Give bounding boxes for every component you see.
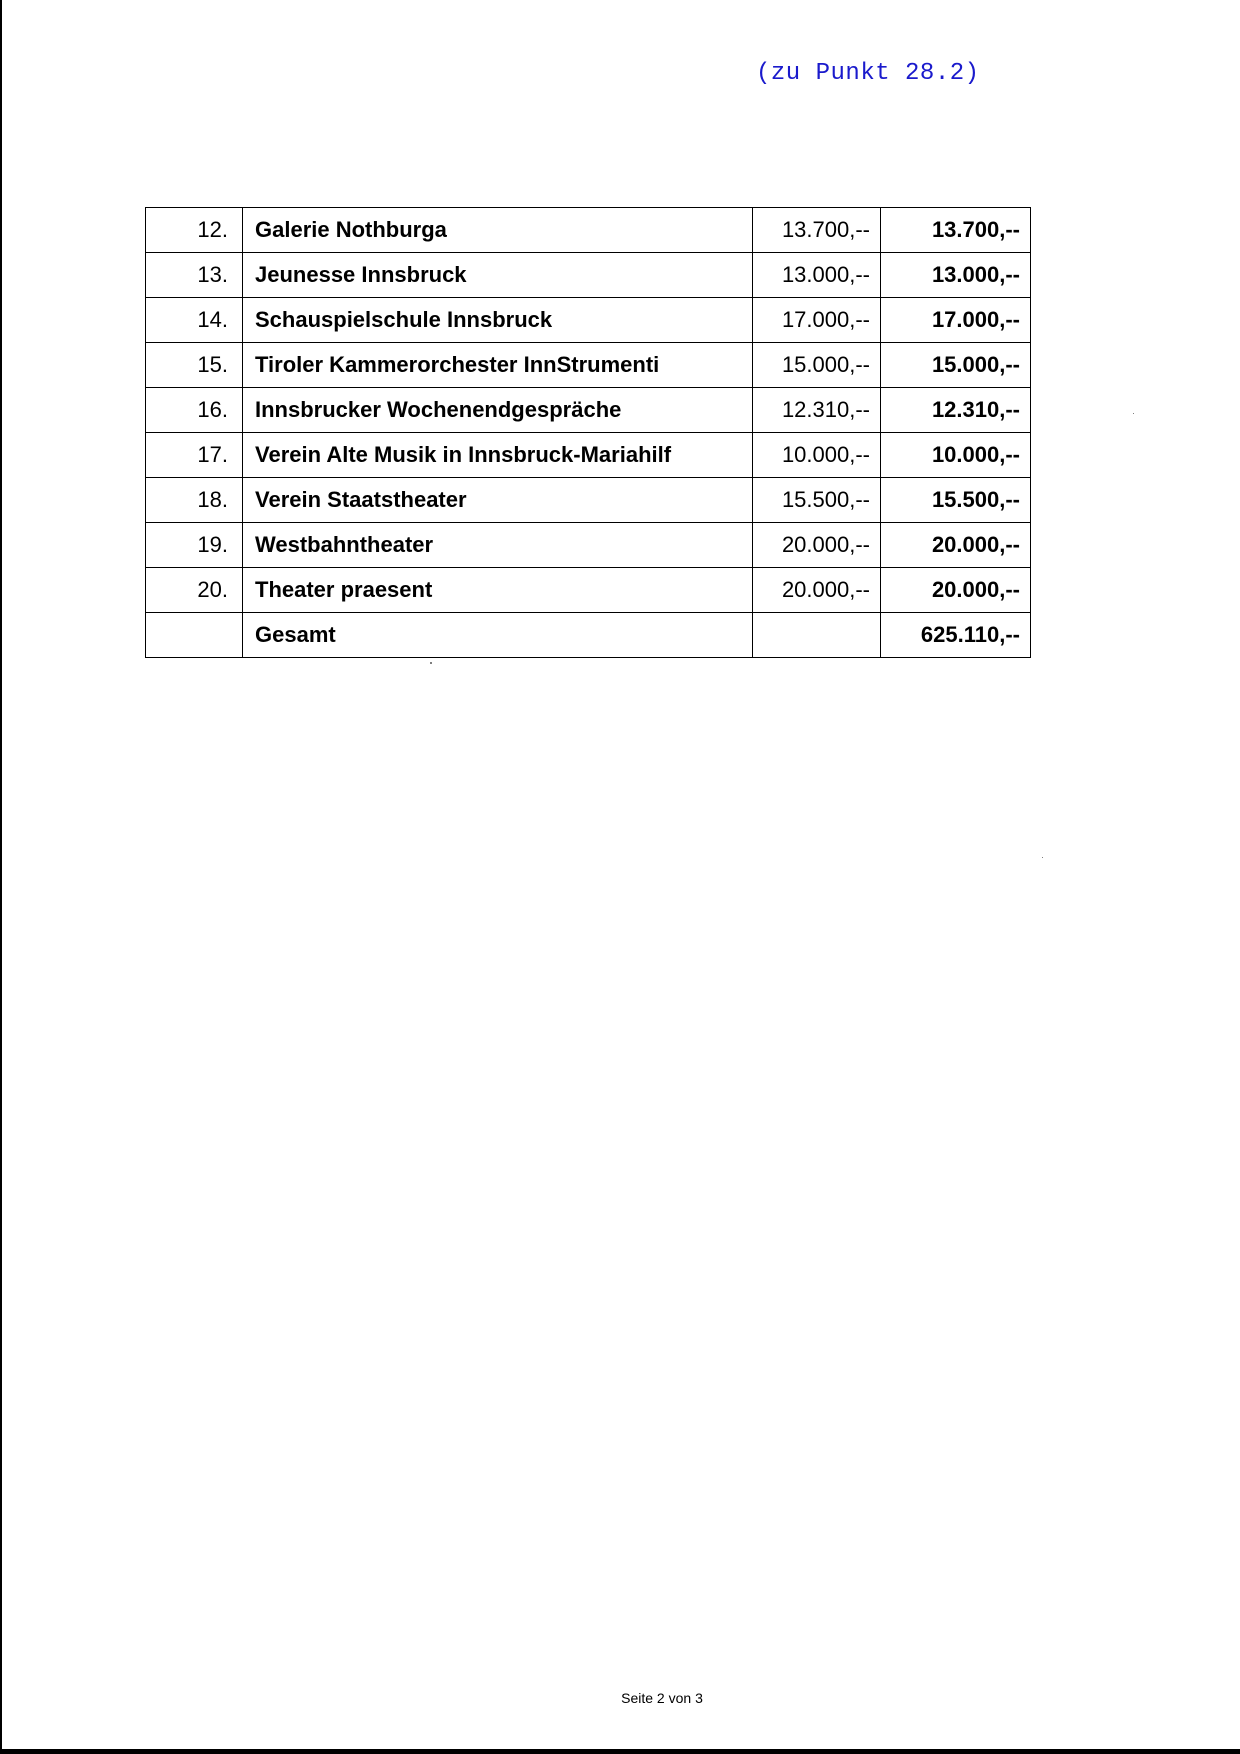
organization-name: Tiroler Kammerorchester InnStrumenti (243, 343, 753, 388)
row-number: 16. (146, 388, 243, 433)
organization-name: Theater praesent (243, 568, 753, 613)
scan-speck (1133, 413, 1134, 414)
row-number: 15. (146, 343, 243, 388)
granted-amount: 20.000,-- (881, 523, 1031, 568)
total-row (146, 613, 1031, 658)
granted-amount: 15.000,-- (881, 343, 1031, 388)
table-row (146, 343, 1031, 388)
row-number: 12. (146, 208, 243, 253)
requested-amount: 17.000,-- (753, 298, 881, 343)
grants-table (145, 207, 1031, 658)
table-row (146, 298, 1031, 343)
scan-speck (430, 662, 432, 664)
total-granted-amount: 625.110,-- (881, 613, 1031, 658)
granted-amount: 13.000,-- (881, 253, 1031, 298)
granted-amount: 13.700,-- (881, 208, 1031, 253)
granted-amount: 12.310,-- (881, 388, 1031, 433)
total-number-cell (146, 613, 243, 658)
table-row (146, 523, 1031, 568)
table-row (146, 568, 1031, 613)
row-number: 19. (146, 523, 243, 568)
table-row (146, 433, 1031, 478)
organization-name: Verein Alte Musik in Innsbruck-Mariahilf (243, 433, 753, 478)
granted-amount: 20.000,-- (881, 568, 1031, 613)
agenda-reference: (zu Punkt 28.2) (756, 60, 980, 87)
requested-amount: 13.000,-- (753, 253, 881, 298)
organization-name: Westbahntheater (243, 523, 753, 568)
organization-name: Verein Staatstheater (243, 478, 753, 523)
organization-name: Galerie Nothburga (243, 208, 753, 253)
row-number: 20. (146, 568, 243, 613)
requested-amount: 15.500,-- (753, 478, 881, 523)
organization-name: Jeunesse Innsbruck (243, 253, 753, 298)
total-label: Gesamt (243, 613, 753, 658)
requested-amount: 13.700,-- (753, 208, 881, 253)
requested-amount: 20.000,-- (753, 523, 881, 568)
row-number: 18. (146, 478, 243, 523)
granted-amount: 17.000,-- (881, 298, 1031, 343)
table-row (146, 388, 1031, 433)
requested-amount: 20.000,-- (753, 568, 881, 613)
scan-speck (1042, 857, 1043, 858)
row-number: 17. (146, 433, 243, 478)
organization-name: Innsbrucker Wochenendgespräche (243, 388, 753, 433)
table-row (146, 208, 1031, 253)
granted-amount: 10.000,-- (881, 433, 1031, 478)
total-requested-cell (753, 613, 881, 658)
table-row (146, 253, 1031, 298)
granted-amount: 15.500,-- (881, 478, 1031, 523)
page-footer: Seite 2 von 3 (621, 1690, 703, 1706)
row-number: 14. (146, 298, 243, 343)
requested-amount: 12.310,-- (753, 388, 881, 433)
requested-amount: 15.000,-- (753, 343, 881, 388)
table-row (146, 478, 1031, 523)
row-number: 13. (146, 253, 243, 298)
organization-name: Schauspielschule Innsbruck (243, 298, 753, 343)
requested-amount: 10.000,-- (753, 433, 881, 478)
